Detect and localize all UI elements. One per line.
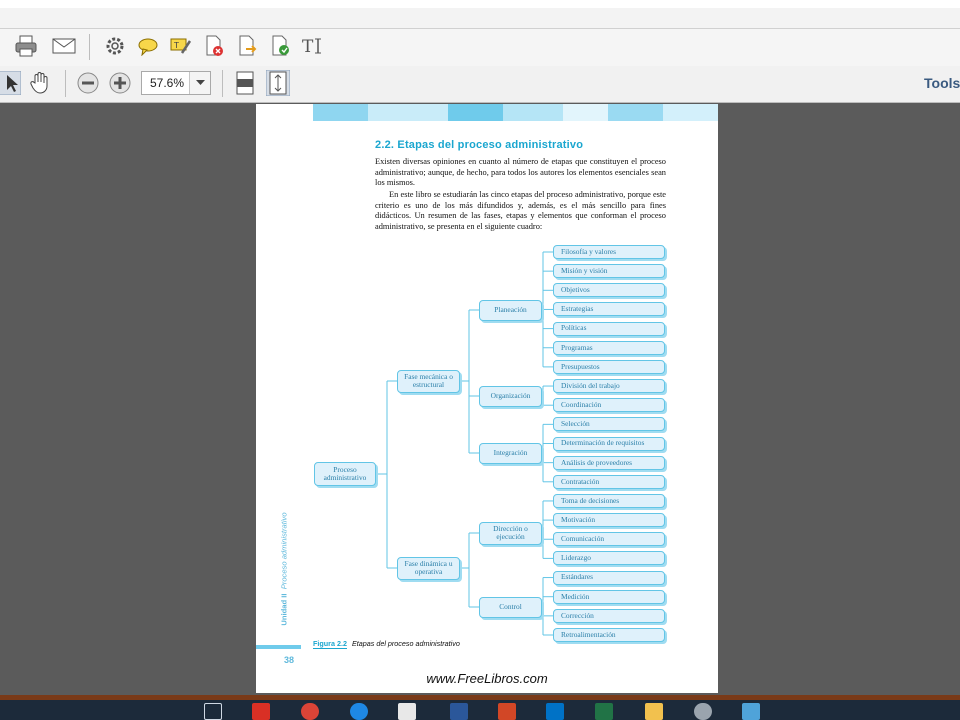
figure-number: Figura 2.2 xyxy=(313,639,347,648)
zoom-out-icon[interactable] xyxy=(74,69,102,97)
chrome-icon[interactable] xyxy=(301,703,319,720)
side-running-head xyxy=(276,499,292,639)
paragraph-2: En este libro se estudiarán las cinco etapas del proceso administrativo, porque este criterio es uno de los más difundidos y, además, es el más sencillo para fines didácticos. Un resumen de las fases, etapas y elementos que conforman el proceso administrativo, se presenta en el siguiente cuadro: xyxy=(375,190,666,231)
diagram-leaf xyxy=(553,322,665,336)
top-toolbar xyxy=(0,29,960,67)
excel-icon[interactable] xyxy=(595,703,613,720)
figure-caption-text: Etapas del proceso administrativo xyxy=(351,639,460,648)
start-icon[interactable] xyxy=(170,703,188,720)
diagram-stage xyxy=(479,386,542,407)
toolbar-separator xyxy=(222,70,223,97)
diagram-leaf-label: Políticas xyxy=(561,323,587,333)
diagram-leaf xyxy=(553,456,665,470)
diagram-leaf xyxy=(553,417,665,431)
diagram-leaf-label: Filosofía y valores xyxy=(561,246,617,256)
diagram-leaf xyxy=(553,245,665,259)
print-icon[interactable] xyxy=(12,32,40,60)
edge-icon[interactable] xyxy=(350,703,368,720)
zoom-level-field[interactable] xyxy=(141,71,211,95)
zoom-level-value[interactable]: 57.6% xyxy=(149,76,185,90)
diagram-stage-label: Planeación xyxy=(494,304,527,314)
task-view-icon[interactable] xyxy=(204,703,222,720)
diagram-leaf xyxy=(553,437,665,451)
diagram-phase xyxy=(397,557,460,580)
export-icon[interactable] xyxy=(233,32,261,60)
diagram-leaf-label: Contratación xyxy=(561,476,600,486)
taskbar xyxy=(0,700,960,720)
diagram-leaf xyxy=(553,628,665,642)
diagram-phase xyxy=(397,370,460,393)
diagram-leaf xyxy=(553,360,665,374)
diagram-stage-label: Dirección o ejecución xyxy=(493,523,528,541)
select-tool-icon[interactable] xyxy=(0,69,24,97)
diagram-leaf-label: Liderazgo xyxy=(561,553,591,563)
diagram-leaf xyxy=(553,379,665,393)
acrobat-icon[interactable] xyxy=(398,703,416,720)
diagram-leaf-label: Coordinación xyxy=(561,400,602,410)
zoom-in-icon[interactable] xyxy=(106,69,134,97)
fit-width-icon[interactable] xyxy=(231,69,259,97)
diagram-leaf xyxy=(553,475,665,489)
title-strip xyxy=(0,0,960,8)
diagram-leaf-label: Corrección xyxy=(561,610,594,620)
diagram-leaf xyxy=(553,302,665,316)
diagram-leaf-label: Estrategias xyxy=(561,304,594,314)
share-icon[interactable] xyxy=(266,32,294,60)
diagram-leaf-label: Determinación de requisitos xyxy=(561,438,645,448)
page-number: 38 xyxy=(284,655,295,665)
diagram-leaf-label: Selección xyxy=(561,419,590,429)
figure-caption xyxy=(313,639,460,648)
process-diagram xyxy=(256,104,718,693)
settings-icon[interactable] xyxy=(694,703,712,720)
diagram-leaf-label: Retroalimentación xyxy=(561,629,616,639)
diagram-leaf xyxy=(553,513,665,527)
toolbar-separator xyxy=(89,34,90,60)
diagram-leaf-label: Análisis de proveedores xyxy=(561,457,633,467)
email-icon[interactable] xyxy=(50,32,78,60)
settings-icon[interactable] xyxy=(101,32,129,60)
diagram-leaf xyxy=(553,398,665,412)
diagram-leaf-label: División del trabajo xyxy=(561,380,620,390)
diagram-leaf xyxy=(553,341,665,355)
diagram-stage xyxy=(479,300,542,321)
menu-bar xyxy=(0,8,960,29)
tools-pane-button[interactable]: Tools xyxy=(924,75,960,91)
diagram-leaf xyxy=(553,609,665,623)
app-icon[interactable] xyxy=(742,703,760,720)
diagram-leaf xyxy=(553,571,665,585)
gmail-icon[interactable] xyxy=(252,703,270,720)
diagram-leaf-label: Objetivos xyxy=(561,285,590,295)
powerpoint-icon[interactable] xyxy=(498,703,516,720)
zoom-dropdown-button[interactable] xyxy=(189,72,210,94)
diagram-phase-label: Fase dinámica u operativa xyxy=(404,558,453,576)
diagram-leaf-label: Estándares xyxy=(561,572,594,582)
diagram-leaf-label: Programas xyxy=(561,342,593,352)
text-tool-icon[interactable] xyxy=(299,32,327,60)
diagram-leaf-label: Toma de decisiones xyxy=(561,495,620,505)
diagram-stage xyxy=(479,522,542,545)
comment-icon[interactable] xyxy=(134,32,162,60)
highlight-icon[interactable] xyxy=(167,32,195,60)
diagram-stage-label: Control xyxy=(499,601,522,611)
watermark-url: www.FreeLibros.com xyxy=(426,671,548,686)
diagram-stage-label: Integración xyxy=(493,447,528,457)
diagram-leaf-label: Motivación xyxy=(561,514,596,524)
paragraph-1: Existen diversas opiniones en cuanto al número de etapas que constituyen el proceso administrativo; aunque, de hecho, para todos los autores los elementos esenciales sean los mismos. xyxy=(375,157,666,188)
fit-page-icon[interactable] xyxy=(264,69,292,97)
diagram-root xyxy=(314,462,376,486)
diagram-leaf xyxy=(553,532,665,546)
delete-icon[interactable] xyxy=(200,32,228,60)
hand-tool-icon[interactable] xyxy=(26,69,54,97)
side-title-label: Proceso administrativo xyxy=(279,512,289,590)
outlook-icon[interactable] xyxy=(546,703,564,720)
diagram-leaf xyxy=(553,264,665,278)
side-unit-label: Unidad II xyxy=(279,593,289,626)
diagram-stage xyxy=(479,597,542,618)
diagram-leaf xyxy=(553,551,665,565)
diagram-leaf-label: Misión y visión xyxy=(561,266,608,276)
diagram-root-label: Proceso administrativo xyxy=(323,464,367,482)
diagram-leaf-label: Medición xyxy=(561,591,590,601)
toolbar-separator xyxy=(65,70,66,97)
diagram-leaf-label: Comunicación xyxy=(561,534,605,544)
diagram-leaf xyxy=(553,590,665,604)
section-title: 2.2. Etapas del proceso administrativo xyxy=(375,139,584,151)
diagram-leaf xyxy=(553,494,665,508)
diagram-stage-label: Organización xyxy=(490,390,531,400)
svg-text:T: T xyxy=(302,37,314,56)
diagram-stage xyxy=(479,443,542,464)
pdf-page xyxy=(256,104,718,693)
diagram-leaf-label: Presupuestos xyxy=(561,361,600,371)
svg-text:T: T xyxy=(174,41,179,50)
diagram-phase-label: Fase mecánica o estructural xyxy=(404,371,453,389)
word-icon[interactable] xyxy=(450,703,468,720)
chevron-down-icon xyxy=(196,80,205,86)
page-number-bar xyxy=(256,645,301,649)
diagram-leaf xyxy=(553,283,665,297)
explorer-icon[interactable] xyxy=(645,703,663,720)
